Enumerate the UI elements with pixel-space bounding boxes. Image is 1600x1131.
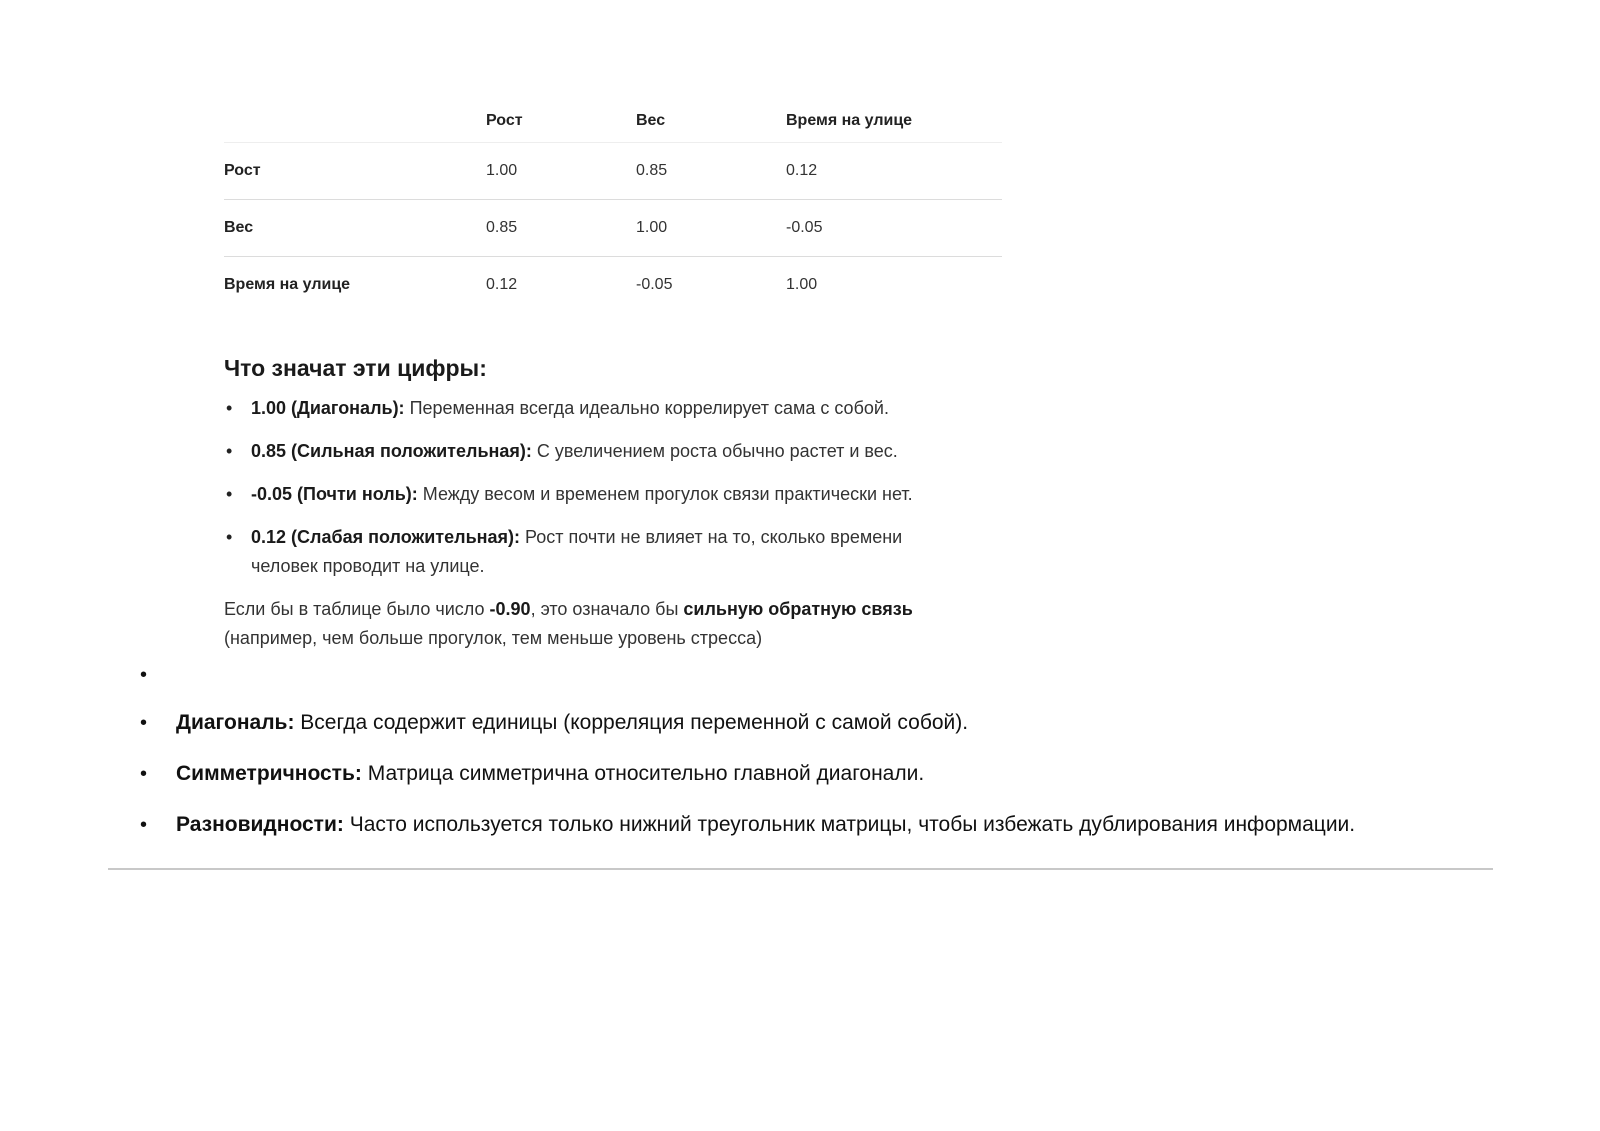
list-item-term: -0.05 (Почти ноль): xyxy=(251,484,418,504)
table-cell: 1.00 xyxy=(486,143,636,200)
bullet-icon: • xyxy=(140,814,148,836)
table-header-row xyxy=(224,100,1002,143)
list-item-term: 1.00 (Диагональ): xyxy=(251,398,405,418)
bullet-icon: • xyxy=(226,527,233,547)
property-term: Симметричность: xyxy=(176,762,362,785)
explanation-list xyxy=(224,394,964,581)
list-item-text: Между весом и временем прогулок связи практически нет. xyxy=(417,484,913,504)
list-item-term: 0.85 (Сильная положительная): xyxy=(251,441,532,461)
column-header-outdoor-time: Время на улице xyxy=(786,100,1002,143)
list-item-text: Переменная всегда идеально коррелирует сама с собой. xyxy=(404,398,889,418)
list-item-text: С увеличением роста обычно растет и вес. xyxy=(531,441,898,461)
property-text: Часто используется только нижний треугольник матрицы, чтобы избежать дублирования информации. xyxy=(343,813,1356,836)
table-cell: -0.05 xyxy=(636,276,673,293)
property-term: Диагональ: xyxy=(176,711,295,734)
explanation-heading: Что значат эти цифры: xyxy=(224,355,487,381)
table-cell: 1.00 xyxy=(786,276,818,293)
row-header: Время на улице xyxy=(224,276,351,293)
table-row xyxy=(224,257,1002,314)
bullet-icon: • xyxy=(226,441,233,461)
list-item xyxy=(140,708,1540,738)
list-item xyxy=(224,437,964,466)
correlation-table xyxy=(224,100,1002,313)
table-cell: 0.85 xyxy=(486,200,636,257)
list-item-term: 0.12 (Слабая положительная): xyxy=(251,527,521,547)
table-row xyxy=(224,143,1002,200)
list-item xyxy=(224,480,964,509)
horizontal-divider xyxy=(108,868,1493,870)
list-item xyxy=(140,759,1540,789)
property-text: Всегда содержит единицы (корреляция переменной с самой собой). xyxy=(294,711,969,734)
note-text: Если бы в таблице было число xyxy=(224,599,490,619)
bullet-icon: • xyxy=(140,712,148,734)
bullet-icon: • xyxy=(226,484,233,504)
empty-bullet-icon: • xyxy=(140,664,148,686)
table-cell: -0.05 xyxy=(786,200,1002,257)
table-cell: 0.12 xyxy=(486,276,518,293)
column-header-height: Рост xyxy=(486,100,636,143)
note-text: , это означало бы xyxy=(530,599,684,619)
list-item xyxy=(224,394,964,423)
row-header: Вес xyxy=(224,200,486,257)
table-cell: 0.12 xyxy=(786,143,1002,200)
column-header-weight: Вес xyxy=(636,100,786,143)
inverse-correlation-note xyxy=(224,595,984,653)
property-term: Разновидности: xyxy=(176,813,344,836)
row-header: Рост xyxy=(224,143,486,200)
table-cell: 0.85 xyxy=(636,143,786,200)
matrix-properties-list xyxy=(140,708,1540,861)
list-item xyxy=(224,523,964,581)
note-bold-value: -0.90 xyxy=(489,599,531,619)
table-corner-cell xyxy=(224,100,486,143)
table-cell: 1.00 xyxy=(636,200,786,257)
note-bold-phrase: сильную обратную связь xyxy=(683,599,913,619)
embedded-screenshot xyxy=(224,100,1024,653)
bullet-icon: • xyxy=(140,763,148,785)
bullet-icon: • xyxy=(226,398,233,418)
list-item xyxy=(140,810,1540,840)
property-text: Матрица симметрична относительно главной диагонали. xyxy=(361,762,925,785)
note-text: (например, чем больше прогулок, тем меньше уровень стресса) xyxy=(224,628,763,648)
list-item-text: Рост почти не влияет на то, сколько времени человек проводит на улице. xyxy=(251,527,903,576)
table-row xyxy=(224,200,1002,257)
